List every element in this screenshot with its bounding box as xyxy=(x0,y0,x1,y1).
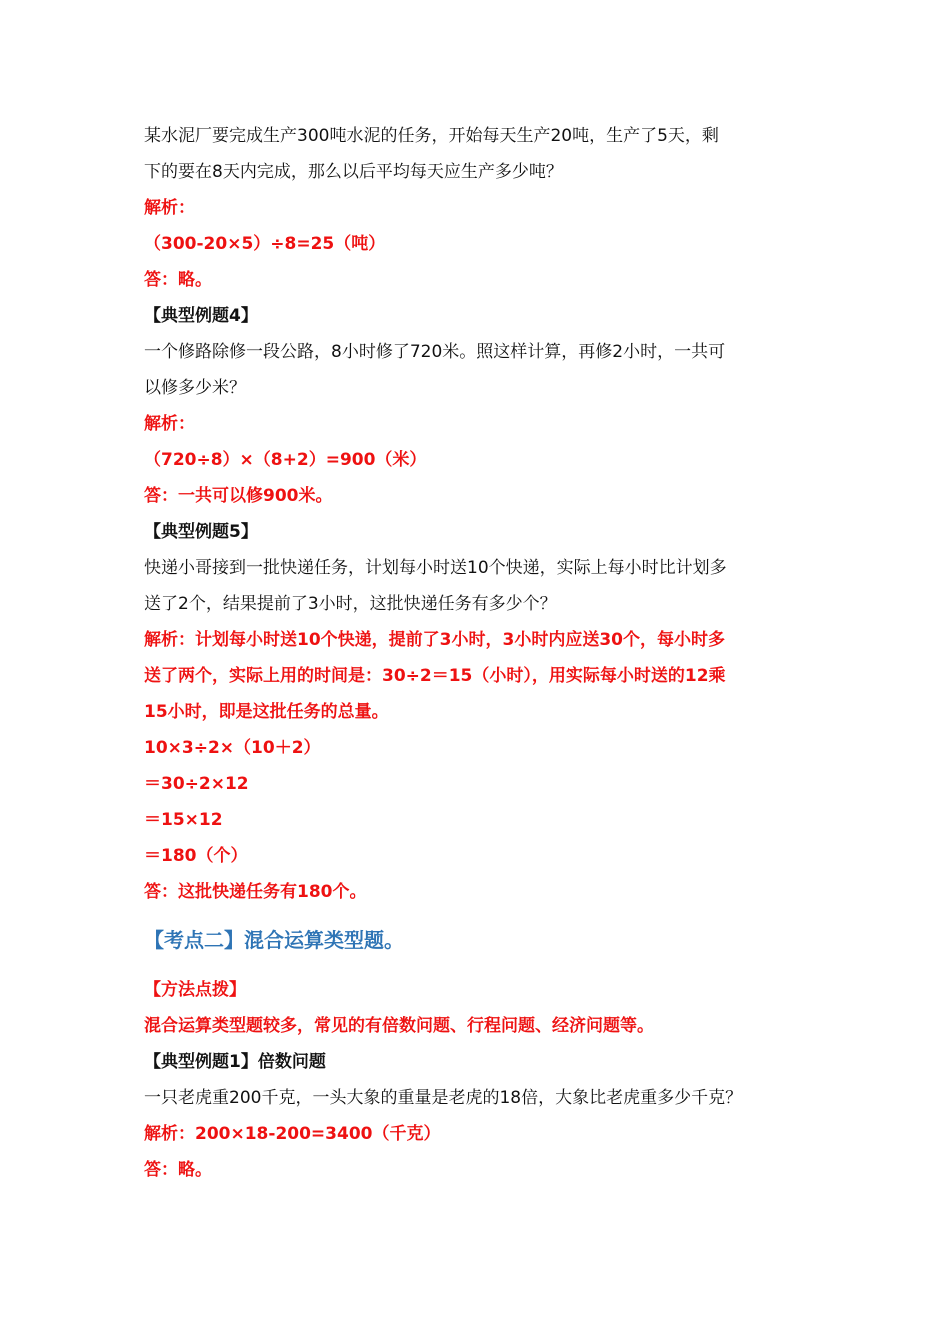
example1-analysis: 解析：200×18-200=3400（千克） xyxy=(144,1124,441,1144)
problem5-analysis-line3: 15小时，即是这批任务的总量。 xyxy=(144,702,389,722)
problem5-analysis-line1: 解析：计划每小时送10个快递，提前了3小时，3小时内应送30个，每小时多 xyxy=(144,630,725,650)
document-page xyxy=(144,118,824,1188)
problem5-step1: 10×3÷2×（10＋2） xyxy=(144,738,321,758)
example1-title: 【典型例题1】倍数问题 xyxy=(144,1052,326,1072)
problem5-step4: ＝180（个） xyxy=(144,846,248,866)
problem5-step3: ＝15×12 xyxy=(144,810,223,830)
method-text: 混合运算类型题较多，常见的有倍数问题、行程问题、经济问题等。 xyxy=(144,1016,654,1036)
problem4-answer: 答：一共可以修900米。 xyxy=(144,486,333,506)
problem3-question-line2: 下的要在8天内完成，那么以后平均每天应生产多少吨？ xyxy=(144,162,563,182)
problem4-analysis-label: 解析： xyxy=(144,414,195,434)
problem5-question-line1: 快递小哥接到一批快递任务，计划每小时送10个快递，实际上每小时比计划多 xyxy=(144,558,727,578)
problem4-question-line2: 以修多少米？ xyxy=(144,378,246,398)
problem3-answer: 答：略。 xyxy=(144,270,212,290)
example1-answer: 答：略。 xyxy=(144,1160,212,1180)
method-label: 【方法点拨】 xyxy=(144,980,246,1000)
problem5-question-line2: 送了2个，结果提前了3小时，这批快递任务有多少个？ xyxy=(144,594,557,614)
problem4-formula: （720÷8）×（8+2）=900（米） xyxy=(144,450,427,470)
section2-heading: 【考点二】混合运算类型题。 xyxy=(144,928,404,952)
problem5-title: 【典型例题5】 xyxy=(144,522,258,542)
problem3-analysis-label: 解析： xyxy=(144,198,195,218)
problem3-question-line1: 某水泥厂要完成生产300吨水泥的任务，开始每天生产20吨，生产了5天，剩 xyxy=(144,126,719,146)
problem5-answer: 答：这批快递任务有180个。 xyxy=(144,882,367,902)
problem5-analysis-line2: 送了两个，实际上用的时间是：30÷2＝15（小时），用实际每小时送的12乘 xyxy=(144,666,726,686)
example1-question: 一只老虎重200千克，一头大象的重量是老虎的18倍，大象比老虎重多少千克？ xyxy=(144,1088,743,1108)
problem3-formula: （300-20×5）÷8=25（吨） xyxy=(144,234,386,254)
problem4-title: 【典型例题4】 xyxy=(144,306,258,326)
problem5-step2: ＝30÷2×12 xyxy=(144,774,249,794)
problem4-question-line1: 一个修路除修一段公路，8小时修了720米。照这样计算，再修2小时，一共可 xyxy=(144,342,726,362)
